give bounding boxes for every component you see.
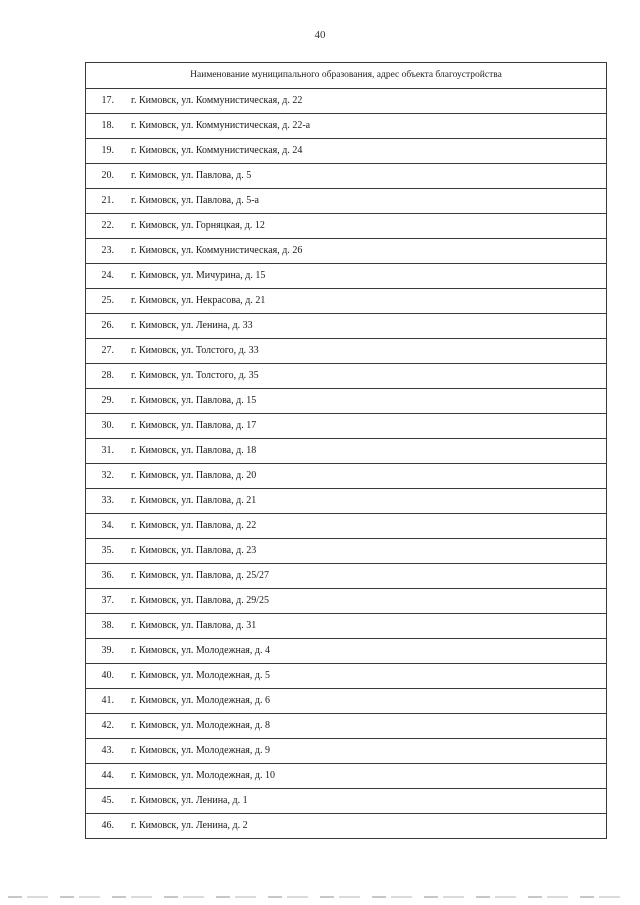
table-cell bbox=[86, 189, 607, 214]
table-row bbox=[86, 764, 607, 789]
table-cell bbox=[86, 289, 607, 314]
row-number: 43. bbox=[101, 745, 114, 756]
row-number: 41. bbox=[101, 695, 114, 706]
row-address: г. Кимовск, ул. Толстого, д. 33 bbox=[131, 345, 259, 356]
table-cell bbox=[86, 164, 607, 189]
row-number: 29. bbox=[101, 395, 114, 406]
table-row bbox=[86, 439, 607, 464]
table-row bbox=[86, 514, 607, 539]
row-address: г. Кимовск, ул. Павлова, д. 22 bbox=[131, 520, 257, 531]
row-address: г. Кимовск, ул. Молодежная, д. 6 bbox=[131, 695, 270, 706]
row-number: 32. bbox=[101, 470, 114, 481]
table-cell bbox=[86, 514, 607, 539]
table-cell bbox=[86, 89, 607, 114]
row-address: г. Кимовск, ул. Молодежная, д. 5 bbox=[131, 670, 270, 681]
table-cell bbox=[86, 639, 607, 664]
row-address: г. Кимовск, ул. Горняцкая, д. 12 bbox=[131, 220, 265, 231]
table-cell bbox=[86, 714, 607, 739]
row-number: 25. bbox=[101, 295, 114, 306]
row-number: 36. bbox=[101, 570, 114, 581]
row-address: г. Кимовск, ул. Ленина, д. 2 bbox=[131, 820, 248, 831]
table-row bbox=[86, 189, 607, 214]
table-row bbox=[86, 664, 607, 689]
row-address: г. Кимовск, ул. Молодежная, д. 9 bbox=[131, 745, 270, 756]
table-row bbox=[86, 289, 607, 314]
table-cell bbox=[86, 589, 607, 614]
row-number: 40. bbox=[101, 670, 114, 681]
table-cell bbox=[86, 614, 607, 639]
table-cell bbox=[86, 739, 607, 764]
row-number: 44. bbox=[101, 770, 114, 781]
row-address: г. Кимовск, ул. Павлова, д. 15 bbox=[131, 395, 257, 406]
row-number: 37. bbox=[101, 595, 114, 606]
table-row bbox=[86, 114, 607, 139]
table-row bbox=[86, 164, 607, 189]
table-row bbox=[86, 389, 607, 414]
table-header-row bbox=[86, 63, 607, 89]
row-address: г. Кимовск, ул. Павлова, д. 21 bbox=[131, 495, 257, 506]
row-address: г. Кимовск, ул. Мичурина, д. 15 bbox=[131, 270, 266, 281]
table-cell bbox=[86, 439, 607, 464]
row-number: 18. bbox=[101, 120, 114, 131]
row-number: 45. bbox=[101, 795, 114, 806]
table-cell bbox=[86, 414, 607, 439]
row-number: 23. bbox=[101, 245, 114, 256]
table-row bbox=[86, 214, 607, 239]
table-cell bbox=[86, 339, 607, 364]
row-address: г. Кимовск, ул. Павлова, д. 20 bbox=[131, 470, 257, 481]
row-number: 38. bbox=[101, 620, 114, 631]
table-cell bbox=[86, 214, 607, 239]
row-address: г. Кимовск, ул. Павлова, д. 17 bbox=[131, 420, 257, 431]
row-address: г. Кимовск, ул. Павлова, д. 5 bbox=[131, 170, 252, 181]
row-number: 31. bbox=[101, 445, 114, 456]
scan-artifact-line bbox=[8, 896, 628, 898]
table-cell bbox=[86, 464, 607, 489]
table-row bbox=[86, 814, 607, 839]
table-cell bbox=[86, 114, 607, 139]
table-row bbox=[86, 139, 607, 164]
row-number: 35. bbox=[101, 545, 114, 556]
row-number: 42. bbox=[101, 720, 114, 731]
table-row bbox=[86, 464, 607, 489]
table-cell bbox=[86, 789, 607, 814]
table-row bbox=[86, 339, 607, 364]
row-number: 20. bbox=[101, 170, 114, 181]
row-address: г. Кимовск, ул. Павлова, д. 31 bbox=[131, 620, 257, 631]
row-address: г. Кимовск, ул. Коммунистическая, д. 22-а bbox=[131, 120, 311, 131]
row-address: г. Кимовск, ул. Коммунистическая, д. 26 bbox=[131, 245, 303, 256]
row-number: 27. bbox=[101, 345, 114, 356]
table-cell bbox=[86, 389, 607, 414]
table-cell bbox=[86, 814, 607, 839]
table-cell bbox=[86, 489, 607, 514]
row-number: 30. bbox=[101, 420, 114, 431]
table-cell bbox=[86, 364, 607, 389]
row-address: г. Кимовск, ул. Павлова, д. 5-а bbox=[131, 195, 259, 206]
row-number: 28. bbox=[101, 370, 114, 381]
table-cell bbox=[86, 539, 607, 564]
table-row bbox=[86, 89, 607, 114]
row-number: 34. bbox=[101, 520, 114, 531]
row-address: г. Кимовск, ул. Павлова, д. 29/25 bbox=[131, 595, 269, 606]
table-row bbox=[86, 264, 607, 289]
row-address: г. Кимовск, ул. Павлова, д. 25/27 bbox=[131, 570, 269, 581]
table-row bbox=[86, 564, 607, 589]
row-number: 39. bbox=[101, 645, 114, 656]
table-row bbox=[86, 489, 607, 514]
table-row bbox=[86, 364, 607, 389]
row-number: 33. bbox=[101, 495, 114, 506]
row-number: 21. bbox=[101, 195, 114, 206]
table-row bbox=[86, 539, 607, 564]
table-row bbox=[86, 414, 607, 439]
table-row bbox=[86, 614, 607, 639]
row-address: г. Кимовск, ул. Некрасова, д. 21 bbox=[131, 295, 266, 306]
table-cell bbox=[86, 139, 607, 164]
row-number: 24. bbox=[101, 270, 114, 281]
row-address: г. Кимовск, ул. Молодежная, д. 10 bbox=[131, 770, 275, 781]
table-row bbox=[86, 239, 607, 264]
page-number: 40 bbox=[314, 29, 326, 41]
row-address: г. Кимовск, ул. Молодежная, д. 4 bbox=[131, 645, 270, 656]
row-address: г. Кимовск, ул. Коммунистическая, д. 24 bbox=[131, 145, 303, 156]
address-table bbox=[85, 62, 607, 839]
table-cell bbox=[86, 764, 607, 789]
row-address: г. Кимовск, ул. Толстого, д. 35 bbox=[131, 370, 259, 381]
table-row bbox=[86, 789, 607, 814]
row-number: 17. bbox=[101, 95, 114, 106]
table-header: Наименование муниципального образования, адрес объекта благоустройства bbox=[86, 63, 607, 89]
table-cell bbox=[86, 239, 607, 264]
row-address: г. Кимовск, ул. Павлова, д. 23 bbox=[131, 545, 257, 556]
table-row bbox=[86, 689, 607, 714]
row-address: г. Кимовск, ул. Ленина, д. 1 bbox=[131, 795, 248, 806]
row-number: 26. bbox=[101, 320, 114, 331]
table-row bbox=[86, 739, 607, 764]
row-number: 22. bbox=[101, 220, 114, 231]
table-cell bbox=[86, 264, 607, 289]
row-address: г. Кимовск, ул. Коммунистическая, д. 22 bbox=[131, 95, 303, 106]
row-number: 19. bbox=[101, 145, 114, 156]
table-row bbox=[86, 714, 607, 739]
row-number: 46. bbox=[101, 820, 114, 831]
table-body bbox=[86, 89, 607, 839]
table-cell bbox=[86, 664, 607, 689]
row-address: г. Кимовск, ул. Молодежная, д. 8 bbox=[131, 720, 270, 731]
table-row bbox=[86, 314, 607, 339]
table-row bbox=[86, 639, 607, 664]
table-cell bbox=[86, 314, 607, 339]
row-address: г. Кимовск, ул. Ленина, д. 33 bbox=[131, 320, 253, 331]
row-address: г. Кимовск, ул. Павлова, д. 18 bbox=[131, 445, 257, 456]
table-row bbox=[86, 589, 607, 614]
table-cell bbox=[86, 689, 607, 714]
table-cell bbox=[86, 564, 607, 589]
